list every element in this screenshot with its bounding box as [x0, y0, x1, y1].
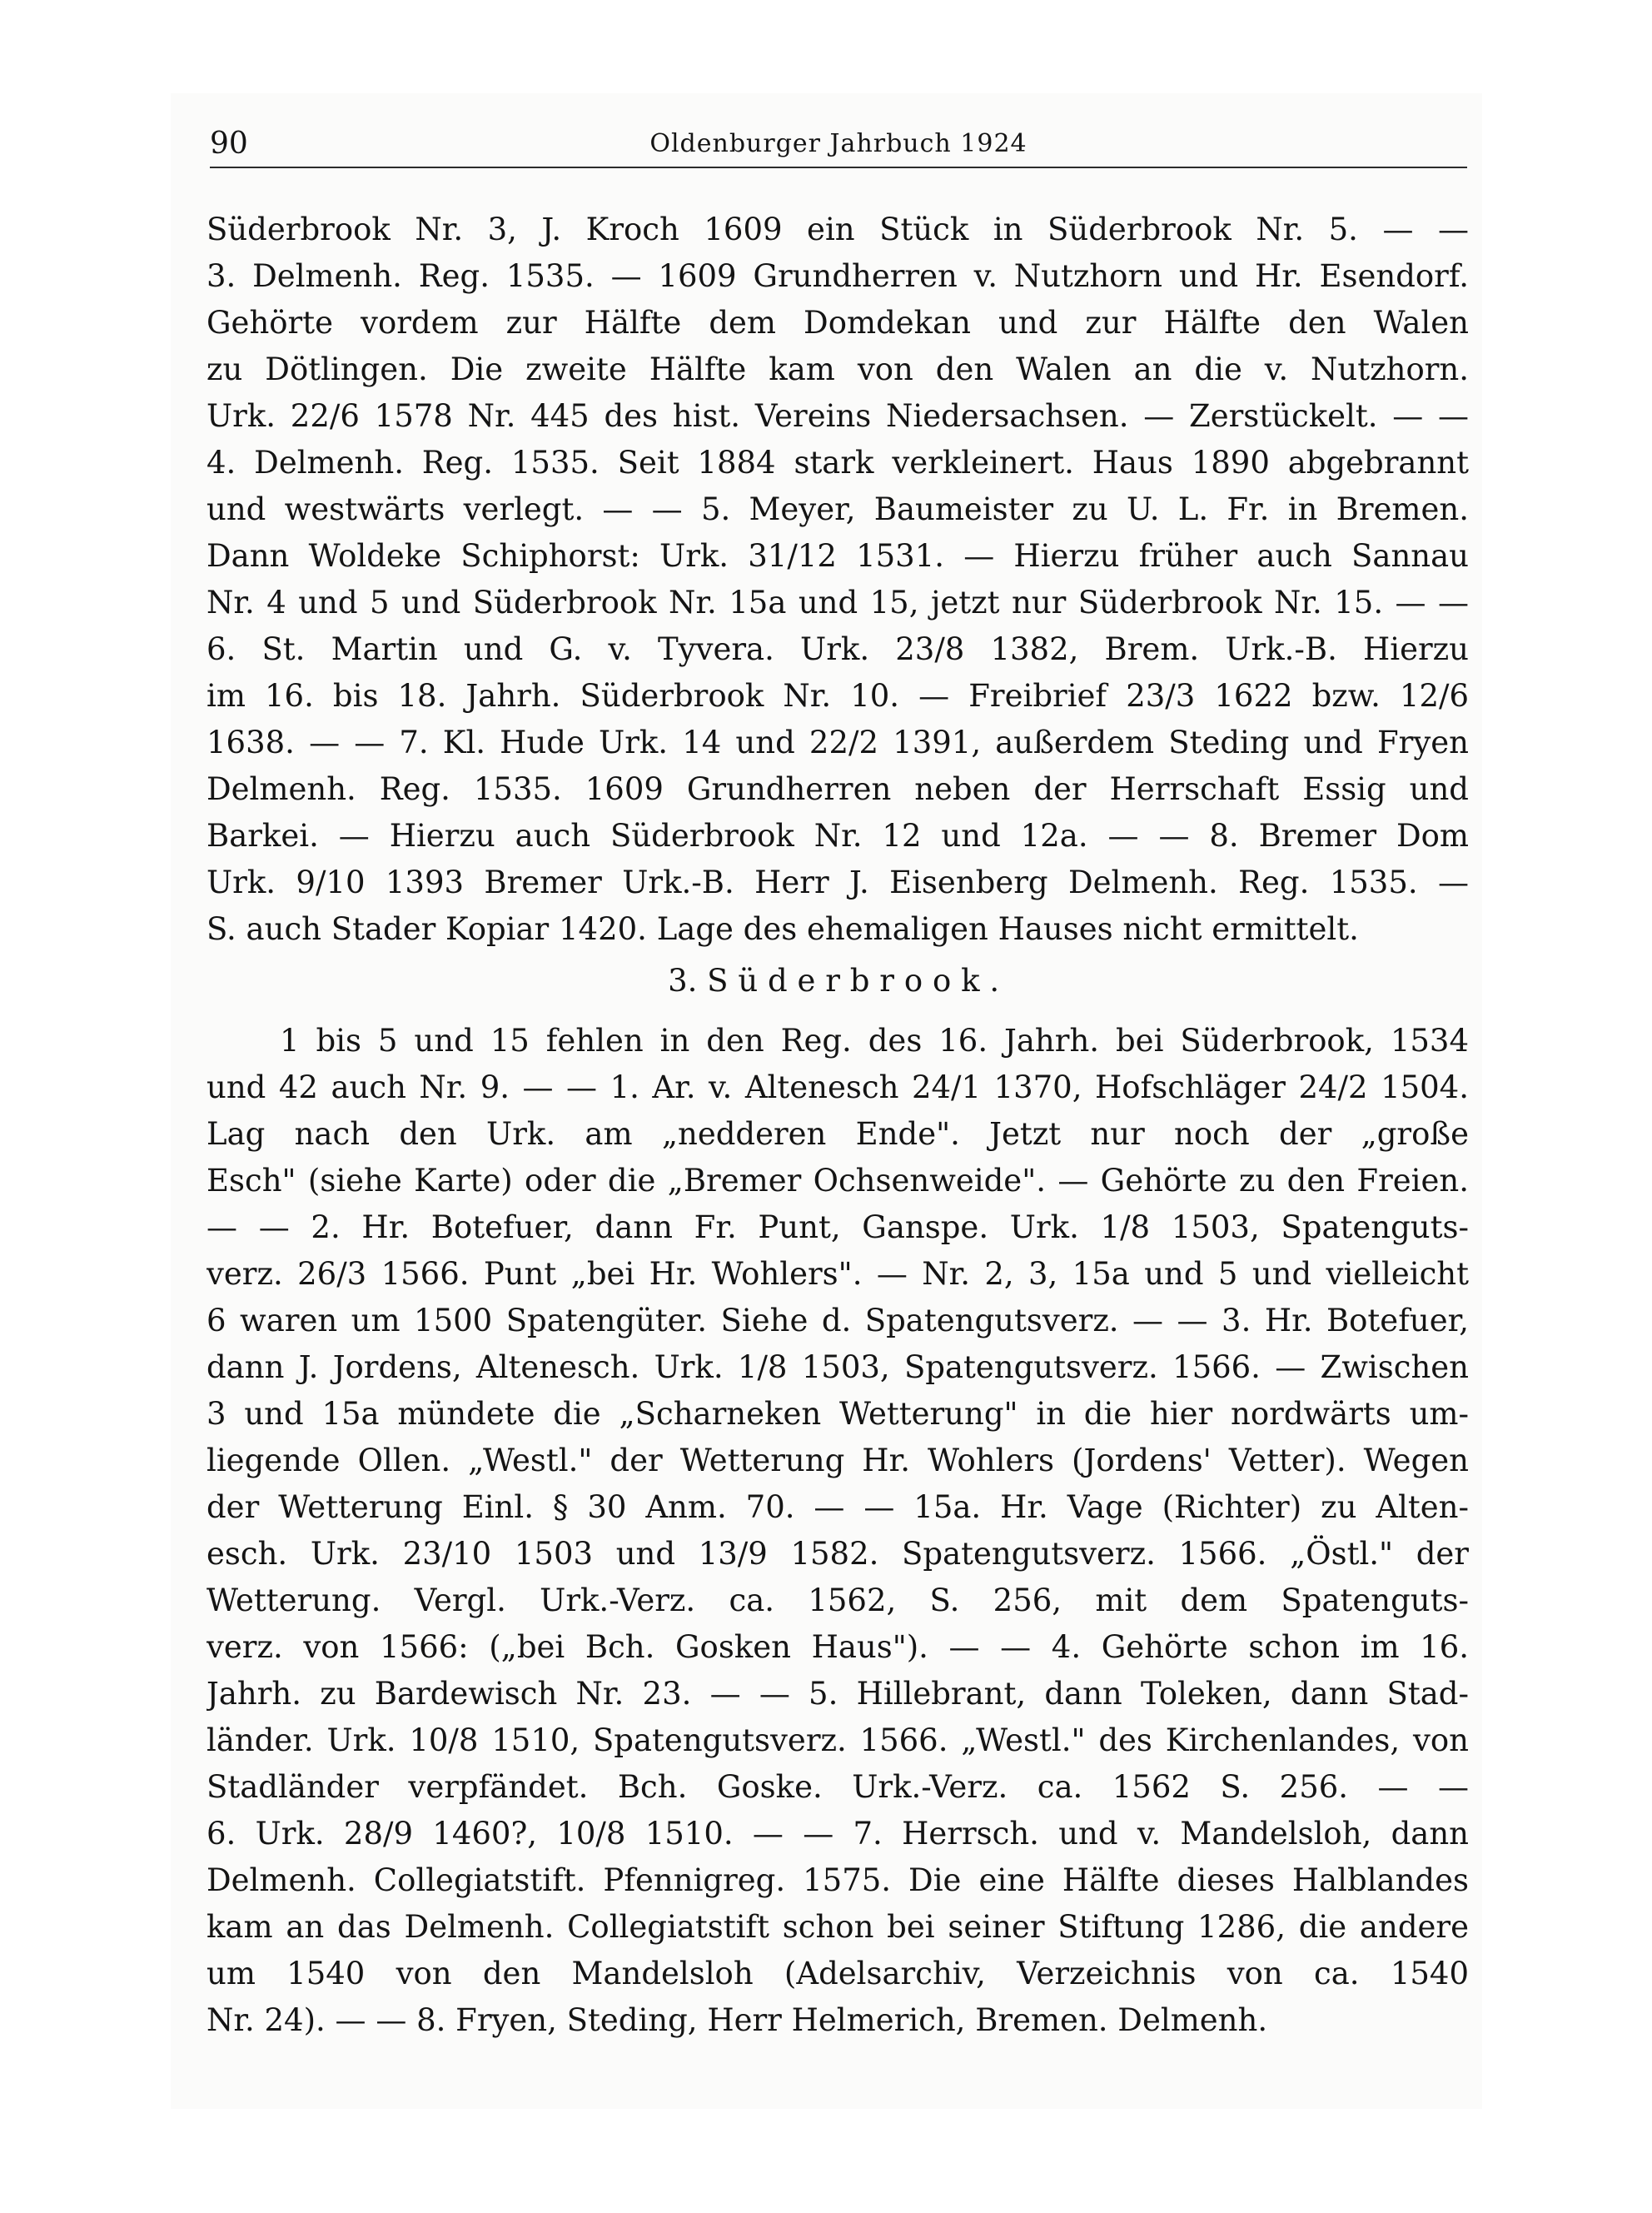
text-line: liegende Ollen. „Westl." der Wetterung Hr. Wohlers (Jordens' Vetter). Wegen [206, 1443, 1469, 1478]
text-line: 1 bis 5 und 15 fehlen in den Reg. des 16. Jahrh. bei Süderbrook, 1534 [280, 1023, 1469, 1059]
paragraph-block-1 [206, 207, 1469, 953]
text-line: — — 2. Hr. Botefuer, dann Fr. Punt, Ganspe. Urk. 1/8 1503, Spatenguts- [206, 1209, 1469, 1245]
text-line: Gehörte vordem zur Hälfte dem Domdekan und zur Hälfte den Walen [206, 305, 1469, 341]
text-line: Delmenh. Collegiatstift. Pfennigreg. 1575. Die eine Hälfte dieses Halblandes [206, 1862, 1469, 1898]
paragraph-block-2 [206, 1018, 1469, 2044]
text-line: 6. St. Martin und G. v. Tyvera. Urk. 23/8 1382, Brem. Urk.-B. Hierzu [206, 631, 1469, 667]
text-line: Jahrh. zu Bardewisch Nr. 23. — — 5. Hillebrant, dann Toleken, dann Stad- [206, 1676, 1469, 1712]
text-line: Stadländer verpfändet. Bch. Goske. Urk.-Verz. ca. 1562 S. 256. — — [206, 1769, 1469, 1805]
text-line: 6. Urk. 28/9 1460?, 10/8 1510. — — 7. Herrsch. und v. Mandelsloh, dann [206, 1816, 1469, 1852]
text-line: und westwärts verlegt. — — 5. Meyer, Baumeister zu U. L. Fr. in Bremen. [206, 491, 1469, 527]
text-line: verz. 26/3 1566. Punt „bei Hr. Wohlers". — Nr. 2, 3, 15a und 5 und vielleicht [206, 1256, 1469, 1292]
text-line: der Wetterung Einl. § 30 Anm. 70. — — 15a. Hr. Vage (Richter) zu Alten- [206, 1489, 1469, 1525]
text-line: Dann Woldeke Schiphorst: Urk. 31/12 1531. — Hierzu früher auch Sannau [206, 538, 1469, 574]
text-line: Lag nach den Urk. am „nedderen Ende". Jetzt nur noch der „große [206, 1116, 1469, 1152]
page-number: 90 [210, 127, 248, 161]
header-rule [210, 167, 1467, 168]
text-line: S. auch Stader Kopiar 1420. Lage des ehemaligen Hauses nicht ermittelt. [206, 911, 1359, 947]
text-line: verz. von 1566: („bei Bch. Gosken Haus"). — — 4. Gehörte schon im 16. [206, 1629, 1469, 1665]
section-heading [210, 958, 1467, 1004]
text-line: 3. Delmenh. Reg. 1535. — 1609 Grundherren v. Nutzhorn und Hr. Esendorf. [206, 258, 1469, 294]
text-line: im 16. bis 18. Jahrh. Süderbrook Nr. 10. — Freibrief 23/3 1622 bzw. 12/6 [206, 678, 1469, 714]
section-number: 3. [668, 963, 698, 999]
text-line: 4. Delmenh. Reg. 1535. Seit 1884 stark verkleinert. Haus 1890 abgebrannt [206, 445, 1469, 481]
text-line: und 42 auch Nr. 9. — — 1. Ar. v. Altenesch 24/1 1370, Hofschläger 24/2 1504. [206, 1069, 1469, 1105]
text-line: Nr. 4 und 5 und Süderbrook Nr. 15a und 15, jetzt nur Süderbrook Nr. 15. — — [206, 585, 1469, 621]
text-line: zu Dötlingen. Die zweite Hälfte kam von den Walen an die v. Nutzhorn. [206, 351, 1469, 387]
text-line: 1638. — — 7. Kl. Hude Urk. 14 und 22/2 1391, außerdem Steding und Fryen [206, 725, 1469, 760]
text-line: kam an das Delmenh. Collegiatstift schon bei seiner Stiftung 1286, die andere [206, 1909, 1469, 1945]
text-line: Nr. 24). — — 8. Fryen, Steding, Herr Helmerich, Bremen. Delmenh. [206, 2002, 1268, 2038]
text-line: Barkei. — Hierzu auch Süderbrook Nr. 12 und 12a. — — 8. Bremer Dom [206, 818, 1469, 854]
text-line: 3 und 15a mündete die „Scharneken Wetterung" in die hier nordwärts um- [206, 1396, 1469, 1432]
section-title: Süderbrook. [707, 963, 1009, 999]
text-line: Urk. 9/10 1393 Bremer Urk.-B. Herr J. Eisenberg Delmenh. Reg. 1535. — [206, 865, 1469, 900]
text-line: Urk. 22/6 1578 Nr. 445 des hist. Vereins Niedersachsen. — Zerstückelt. — — [206, 398, 1469, 434]
text-line: 6 waren um 1500 Spatengüter. Siehe d. Spatengutsverz. — — 3. Hr. Botefuer, [206, 1303, 1469, 1338]
running-title: Oldenburger Jahrbuch 1924 [649, 129, 1028, 158]
text-line: länder. Urk. 10/8 1510, Spatengutsverz. 1566. „Westl." des Kirchenlandes, von [206, 1722, 1469, 1758]
text-line: um 1540 von den Mandelsloh (Adelsarchiv, Verzeichnis von ca. 1540 [206, 1956, 1469, 1991]
text-line: Esch" (siehe Karte) oder die „Bremer Ochsenweide". — Gehörte zu den Freien. [206, 1163, 1469, 1199]
text-line: Wetterung. Vergl. Urk.-Verz. ca. 1562, S. 256, mit dem Spatenguts- [206, 1582, 1469, 1618]
text-line: dann J. Jordens, Altenesch. Urk. 1/8 1503, Spatengutsverz. 1566. — Zwischen [206, 1349, 1469, 1385]
text-line: Delmenh. Reg. 1535. 1609 Grundherren neben der Herrschaft Essig und [206, 771, 1469, 807]
page-header [210, 123, 1467, 165]
text-line: Süderbrook Nr. 3, J. Kroch 1609 ein Stück in Süderbrook Nr. 5. — — [206, 212, 1469, 247]
text-line: esch. Urk. 23/10 1503 und 13/9 1582. Spatengutsverz. 1566. „Östl." der [206, 1536, 1469, 1572]
